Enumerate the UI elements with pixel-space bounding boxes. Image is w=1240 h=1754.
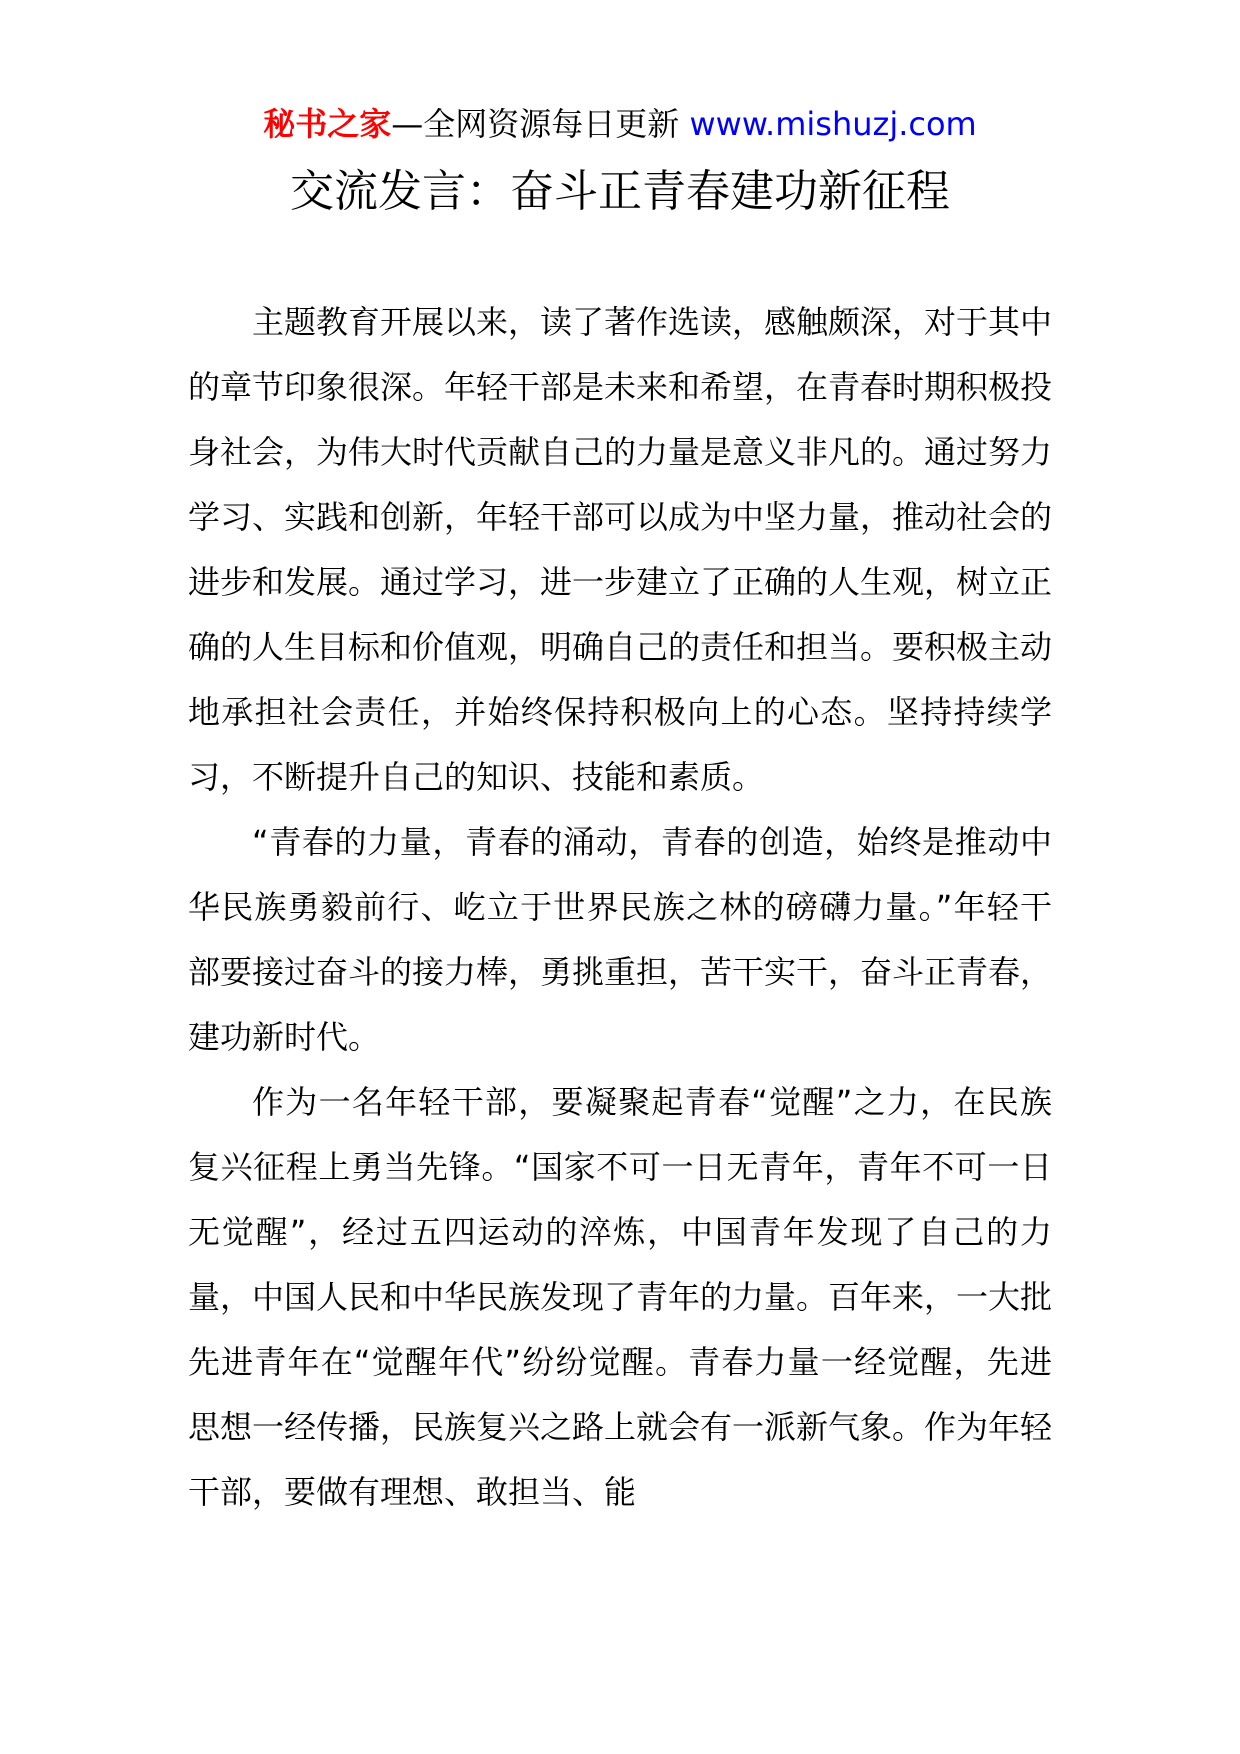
- paragraph-2: “青春的力量，青春的涌动，青春的创造，始终是推动中华民族勇毅前行、屹立于世界民族之林的磅礴力量。”年轻干部要接过奋斗的接力棒，勇挑重担，苦干实干，奋斗正青春，建功新时代。: [188, 823, 1053, 1056]
- site-tagline: —全网资源每日更新: [391, 105, 690, 143]
- site-header: [0, 102, 1240, 146]
- paragraph-3: 作为一名年轻干部，要凝聚起青春“觉醒”之力，在民族复兴征程上勇当先锋。“国家不可一日无青年，青年不可一日无觉醒”，经过五四运动的淬炼，中国青年发现了自己的力量，中国人民和中华民族发现了青年的力量。百年来，一大批先进青年在“觉醒年代”纷纷觉醒。青春力量一经觉醒，先进思想一经传播，民族复兴之路上就会有一派新气象。作为年轻干部，要做有理想、敢担当、能: [188, 1083, 1053, 1511]
- site-url-link[interactable]: www.mishuzj.com: [689, 105, 977, 143]
- document-body: [188, 290, 1052, 1525]
- site-brand: 秘书之家: [263, 105, 392, 143]
- document-title: 交流发言：奋斗正青春建功新征程: [290, 166, 950, 217]
- paragraph-1: 主题教育开展以来，读了著作选读，感触颇深，对于其中的章节印象很深。年轻干部是未来和希望，在青春时期积极投身社会，为伟大时代贡献自己的力量是意义非凡的。通过努力学习、实践和创新，年轻干部可以成为中坚力量，推动社会的进步和发展。通过学习，进一步建立了正确的人生观，树立正确的人生目标和价值观，明确自己的责任和担当。要积极主动地承担社会责任，并始终保持积极向上的心态。坚持持续学习，不断提升自己的知识、技能和素质。: [188, 303, 1053, 796]
